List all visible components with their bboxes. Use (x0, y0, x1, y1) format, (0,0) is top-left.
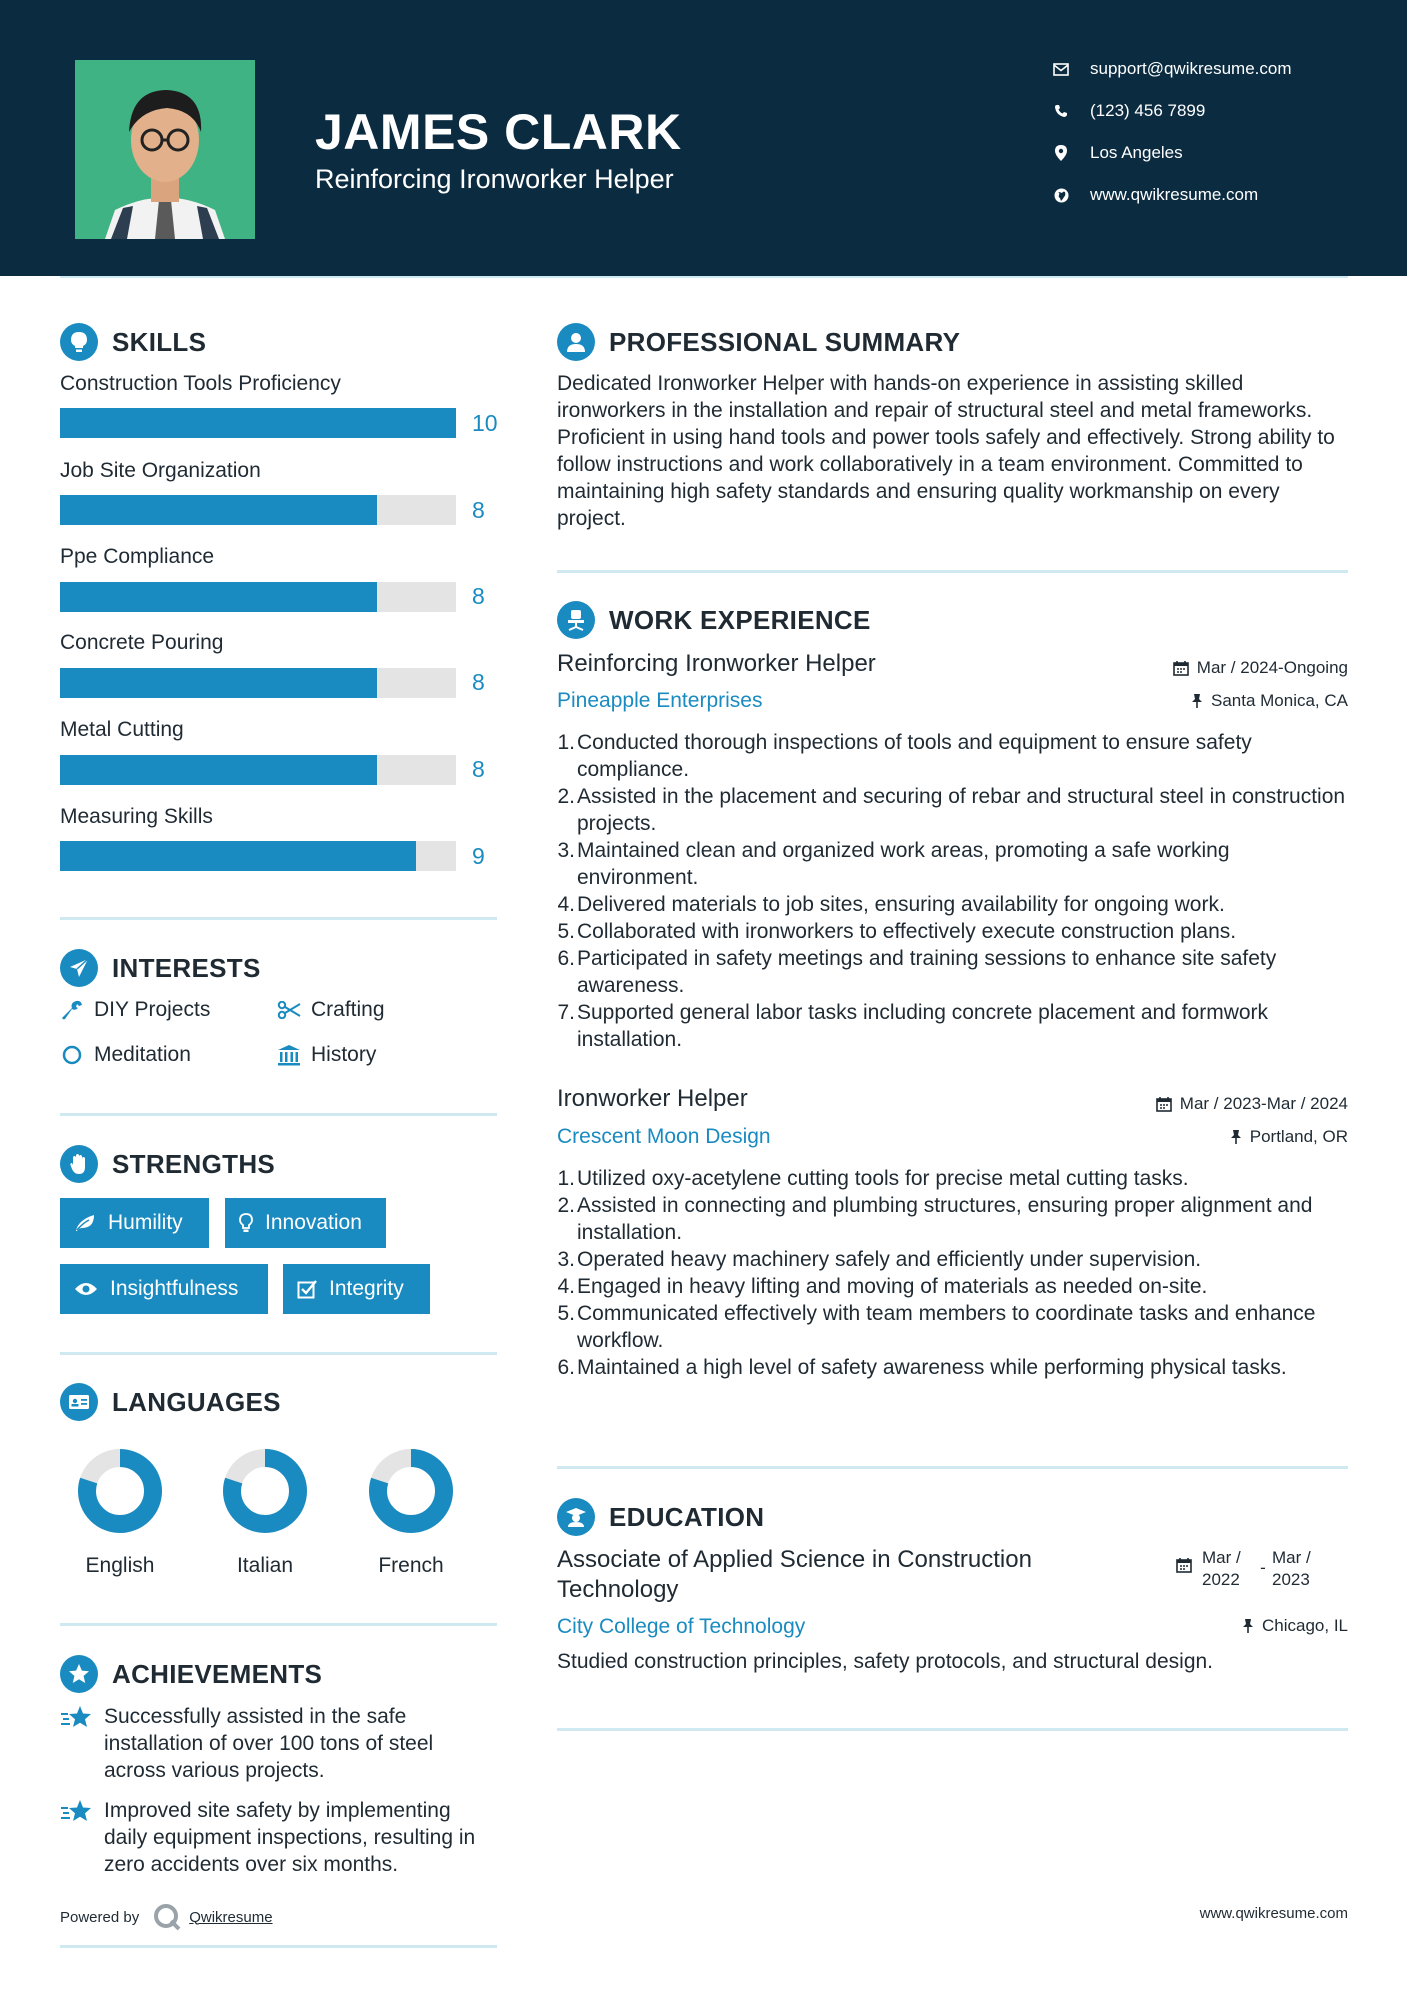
skills-title: SKILLS (112, 326, 207, 357)
section-divider (557, 1466, 1348, 1469)
powered-by (60, 1903, 273, 1931)
leaf-icon (74, 1214, 96, 1232)
job-bullet: 4. Engaged in heavy lifting and moving of materials as needed on-site. (557, 1275, 1208, 1298)
interest-item (277, 998, 385, 1022)
job-bullet: 2. Assisted in the placement and securing of rebar and structural steel in construction projects. (557, 785, 1346, 835)
skill-label: Construction Tools Proficiency (60, 372, 341, 395)
job-location (1230, 1127, 1348, 1147)
job-bullet: 2. Assisted in connecting and plumbing structures, ensuring proper alignment and installation. (557, 1194, 1313, 1244)
job-dates (1156, 1094, 1348, 1114)
star-icon (60, 1703, 104, 1784)
eye-icon (74, 1281, 98, 1297)
section-divider (557, 570, 1348, 573)
summary-heading (557, 323, 960, 361)
strength-tag (283, 1264, 430, 1314)
language-donut (77, 1448, 163, 1534)
skill-bar (60, 408, 456, 438)
skill-value: 9 (472, 843, 485, 869)
interest-label: History (311, 1043, 377, 1066)
strength-tag (60, 1198, 209, 1248)
job-company: Crescent Moon Design (557, 1125, 771, 1148)
interest-item (60, 1043, 191, 1067)
skill-label: Concrete Pouring (60, 631, 224, 654)
job-dates (1173, 658, 1348, 678)
skill-label: Ppe Compliance (60, 545, 215, 568)
summary-title: PROFESSIONAL SUMMARY (609, 326, 961, 357)
strength-tag (60, 1264, 268, 1314)
contact-location (1050, 142, 1183, 164)
skill-value: 10 (472, 410, 498, 436)
languages-title: LANGUAGES (112, 1386, 281, 1417)
education-school: City College of Technology (557, 1615, 806, 1638)
skill-bar (60, 755, 456, 785)
language-item (205, 1448, 325, 1578)
skill-bar-fill (60, 408, 456, 438)
job-location-text: Portland, OR (1249, 1127, 1348, 1146)
strengths-title: STRENGTHS (112, 1148, 276, 1179)
achievement-text: Improved site safety by implementing daily equipment inspections, resulting in zero accidents over six months. (104, 1799, 476, 1876)
skill-bar-fill (60, 668, 377, 698)
interest-label: Crafting (311, 998, 385, 1021)
skill-bar-fill (60, 841, 416, 871)
job-bullets (557, 1165, 1347, 1381)
section-divider (557, 1728, 1348, 1731)
skill-bar (60, 668, 456, 698)
job-bullet: 3. Maintained clean and organized work areas, promoting a safe working environment. (557, 839, 1230, 889)
job-dates-text: Mar / 2024-Ongoing (1196, 658, 1348, 677)
section-divider (60, 1945, 497, 1948)
achievements-heading (60, 1655, 322, 1693)
skill-value: 8 (472, 583, 485, 609)
achievement-text: Successfully assisted in the safe installation of over 100 tons of steel across various projects. (104, 1705, 434, 1782)
star-icon (60, 1797, 104, 1878)
phone-icon (1050, 100, 1072, 122)
achievements-title: ACHIEVEMENTS (112, 1658, 323, 1689)
job-company: Pineapple Enterprises (557, 689, 763, 712)
strength-tag (225, 1198, 386, 1248)
section-divider (60, 1352, 497, 1355)
education-date-end: Mar / 2023 (1272, 1548, 1311, 1589)
education-date-start: Mar / 2022 (1202, 1548, 1241, 1589)
contact-location-text: Los Angeles (1090, 143, 1183, 162)
interest-label: DIY Projects (94, 998, 211, 1021)
candidate-name: JAMES CLARK (315, 104, 682, 160)
header-divider (60, 276, 1348, 278)
id-card-icon (60, 1383, 98, 1421)
skill-bar (60, 495, 456, 525)
job-bullet: 1. Conducted thorough inspections of tools and equipment to ensure safety compliance. (557, 731, 1252, 781)
strengths-heading (60, 1145, 275, 1183)
office-chair-icon (557, 601, 595, 639)
job-location (1191, 691, 1348, 711)
skill-value: 8 (472, 669, 485, 695)
job-bullets (557, 729, 1347, 1053)
job-title: Ironworker Helper (557, 1085, 748, 1112)
profile-photo (75, 60, 255, 239)
contact-website-text: www.qwikresume.com (1090, 185, 1259, 204)
contact-website[interactable] (1050, 184, 1258, 206)
achievement-item (60, 1797, 480, 1878)
footer-website[interactable]: www.qwikresume.com (1199, 1905, 1348, 1922)
graduate-icon (557, 1498, 595, 1536)
education-description: Studied construction principles, safety protocols, and structural design. (557, 1650, 1214, 1673)
strength-label: Humility (108, 1211, 183, 1234)
language-donut (222, 1448, 308, 1534)
education-location (1242, 1616, 1348, 1636)
calendar-icon (1173, 660, 1189, 676)
interest-item (277, 1043, 376, 1067)
skill-bar-fill (60, 755, 377, 785)
contact-email[interactable] (1050, 58, 1292, 80)
language-donut (368, 1448, 454, 1534)
job-bullet: 5. Communicated effectively with team members to coordinate tasks and enhance workflow. (557, 1302, 1316, 1352)
job-dates-text: Mar / 2023-Mar / 2024 (1179, 1094, 1348, 1113)
skill-bar (60, 841, 456, 871)
education-title: EDUCATION (609, 1501, 765, 1532)
interests-title: INTERESTS (112, 952, 261, 983)
skill-value: 8 (472, 756, 485, 782)
contact-phone-text: (123) 456 7899 (1090, 101, 1206, 120)
job-bullet: 5. Collaborated with ironworkers to effectively execute construction plans. (557, 920, 1237, 943)
language-item (60, 1448, 180, 1578)
section-divider (60, 1113, 497, 1116)
interest-label: Meditation (94, 1043, 191, 1066)
map-pin-icon (1050, 142, 1072, 164)
job-bullet: 6. Maintained a high level of safety awareness while performing physical tasks. (557, 1356, 1287, 1379)
date-separator: - (1260, 1558, 1266, 1577)
skill-label: Measuring Skills (60, 805, 213, 828)
education-location-text: Chicago, IL (1262, 1616, 1348, 1635)
envelope-icon (1050, 58, 1072, 80)
experience-heading (557, 601, 871, 639)
scissors-icon (277, 1001, 301, 1019)
candidate-role: Reinforcing Ironworker Helper (315, 164, 674, 194)
qwikresume-logo-icon (153, 1903, 181, 1931)
section-divider (60, 917, 497, 920)
paper-plane-icon (60, 949, 98, 987)
interest-item (60, 998, 210, 1022)
job-bullet: 7. Supported general labor tasks including concrete placement and formwork installation. (557, 1001, 1269, 1051)
lightbulb-icon (60, 323, 98, 361)
job-bullet: 4. Delivered materials to job sites, ensuring availability for ongoing work. (557, 893, 1225, 916)
museum-icon (277, 1044, 301, 1066)
calendar-icon (1176, 1557, 1192, 1579)
job-bullet: 1. Utilized oxy-acetylene cutting tools for precise metal cutting tasks. (557, 1167, 1189, 1190)
skill-label: Metal Cutting (60, 718, 184, 741)
education-heading (557, 1498, 764, 1536)
contact-phone[interactable] (1050, 100, 1205, 122)
wrench-icon (60, 999, 84, 1021)
education-dates (1176, 1547, 1324, 1591)
language-label: English (85, 1554, 155, 1577)
strength-label: Insightfulness (110, 1277, 239, 1300)
star-badge-icon (60, 1655, 98, 1693)
job-location-text: Santa Monica, CA (1210, 691, 1348, 710)
language-label: Italian (236, 1554, 294, 1577)
section-divider (60, 1623, 497, 1626)
job-bullet: 6. Participated in safety meetings and training sessions to enhance site safety awareness. (557, 947, 1277, 997)
skill-bar-fill (60, 495, 377, 525)
summary-text: Dedicated Ironworker Helper with hands-on experience in assisting skilled ironworkers in the installation and repair of structural steel and metal frameworks. Proficient in using hand tools and power tools safely and effectively. Strong ability to follow instructions and work collaboratively in a team environment. Committed to maintaining high safety standards and ensuring quality workmanship on every project. (557, 372, 1335, 530)
circle-icon (60, 1045, 84, 1065)
language-item (351, 1448, 471, 1578)
pushpin-icon (1230, 1129, 1242, 1145)
languages-heading (60, 1383, 281, 1421)
job-bullet: 3. Operated heavy machinery safely and efficiently under supervision. (557, 1248, 1202, 1271)
qwikresume-link[interactable]: Qwikresume (189, 1908, 273, 1926)
contact-email-text: support@qwikresume.com (1090, 59, 1292, 78)
education-degree: Associate of Applied Science in Construction Technology (557, 1546, 1032, 1603)
powered-by-text: Powered by (60, 1908, 140, 1926)
calendar-icon (1156, 1096, 1172, 1112)
pushpin-icon (1191, 693, 1203, 709)
strength-label: Integrity (329, 1277, 404, 1300)
interests-heading (60, 949, 261, 987)
pushpin-icon (1242, 1618, 1254, 1634)
lightbulb-icon (239, 1213, 253, 1233)
achievement-item (60, 1703, 480, 1784)
resume-header (0, 0, 1407, 276)
hand-icon (60, 1145, 98, 1183)
skill-bar (60, 582, 456, 612)
language-label: French (378, 1554, 444, 1577)
skill-label: Job Site Organization (60, 459, 261, 482)
strength-label: Innovation (265, 1211, 362, 1234)
skills-heading (60, 323, 206, 361)
check-square-icon (297, 1279, 317, 1299)
skill-value: 8 (472, 497, 485, 523)
user-icon (557, 323, 595, 361)
experience-title: WORK EXPERIENCE (609, 604, 871, 635)
job-title: Reinforcing Ironworker Helper (557, 650, 876, 677)
skill-bar-fill (60, 582, 377, 612)
globe-icon (1050, 184, 1072, 206)
